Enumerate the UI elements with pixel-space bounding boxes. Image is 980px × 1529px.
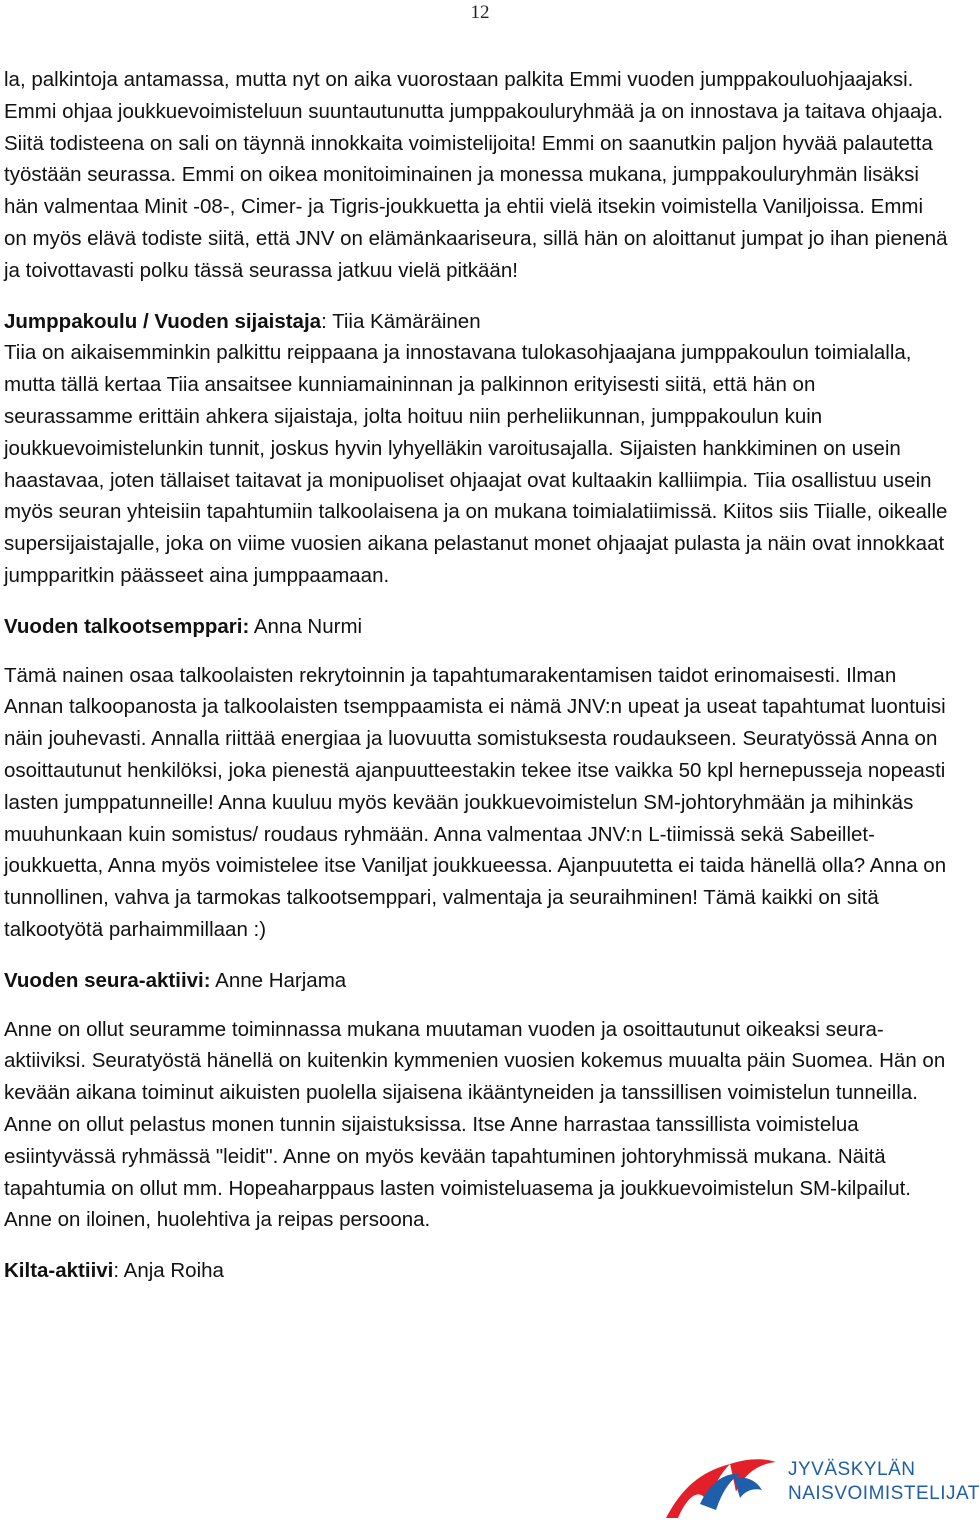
paragraph-emmi: la, palkintoja antamassa, mutta nyt on aika vuorostaan palkita Emmi vuoden jumppakouluohjaajaksi. Emmi ohjaa joukkuevoimisteluun suuntautunutta jumppakouluryhmää ja on innostava ja taitava ohjaaja. Siitä todisteena on sali on täynnä innokkaita voimistelijoita! Emmi on saanutkin paljon hyvää palautetta työstään seurassa. Emmi on oikea monitoiminainen ja monessa mukana, jumppakouluryhmän lisäksi hän valmentaa Minit -08-, Cimer- ja Tigris-joukkuetta ja ehtii vielä itsekin voimistella Vaniljoissa. Emmi on myös elävä todiste siitä, että JNV on elämänkaariseura, sillä hän on aloittanut jumpat jo ihan pienenä ja toivottavasti polku tässä seurassa jatkuu vielä pitkään!: [4, 68, 948, 282]
heading-separator: :: [321, 309, 333, 333]
paragraph-tiia: Tiia on aikaisemminkin palkittu reippaana ja innostavana tulokasohjaajana jumppakoulun toimialalla, mutta tällä kertaa Tiia ansaitsee kunniamaininnan ja palkinnon erityisesti siitä, että hän on seurassamme erittäin ahkera sijaistaja, jolta hoituu niin perheliikunnan, jumppakoulun kuin joukkuevoimistelunkin tunnit, joskus hyvin lyhyelläkin varoitusajalla. Sijaisten hankkiminen on usein haastavaa, joten tällaiset taitavat ja monipuoliset ohjaajat ovat kultaakin kalliimpia. Tiia osallistuu usein myös seuran yhteisiin tapahtumiin talkoolaisena ja on mukana toimialatiimissä. Kiitos siis Tiialle, oikealle supersijaistajalle, joka on viime vuosien aikana pelastanut monet ohjaajat pulasta ja näin ovat innokkaat jumpparitkin päässeet aina jumppaamaan.: [4, 341, 948, 587]
heading-vuoden-seura-aktiivi: [4, 965, 948, 997]
heading-person-name: Anne Harjama: [210, 968, 347, 992]
page-number: 12: [470, 2, 490, 23]
heading-vuoden-talkootsemppari: [4, 611, 948, 643]
jn-logo-mark-icon: [660, 1448, 780, 1524]
paragraph-anna: Tämä nainen osaa talkoolaisten rekrytoinnin ja tapahtumarakentamisen taidot erinomaisesti. Ilman Annan talkoopanosta ja talkoolaisten tsemppaamista ei nämä JNV:n upeat ja useat tapahtumat luontuisi näin jouhevasti. Annalla riittää energiaa ja luovuutta somistuksesta roudaukseen. Seuratyössä Anna on osoittautunut henkilöksi, joka pienestä ajanpuutteestakin tekee itse vaikka 50 kpl hernepusseja nopeasti lasten jumppatunneille! Anna kuuluu myös kevään joukkuevoimistelun SM-johtoryhmään ja mihinkäs muuhunkaan kuin somistus/ roudaus ryhmään. Anna valmentaa JNV:n L-tiimissä sekä Sabeillet-joukkuetta, Anna myös voimistelee itse Vaniljat joukkueessa. Ajanpuutetta ei taida hänellä olla? Anna on tunnollinen, vahva ja tarmokas talkootsemppari, valmentaja ja seuraihminen! Tämä kaikki on sitä talkootyötä parhaimmillaan :): [4, 663, 947, 941]
heading-label: Vuoden seura-aktiivi:: [4, 968, 211, 992]
logo-line-1: JYVÄSKYLÄN: [788, 1459, 916, 1480]
heading-label: Vuoden talkootsemppari:: [4, 614, 250, 638]
heading-label: Kilta-aktiivi: [4, 1259, 114, 1283]
heading-kilta-aktiivi: [4, 1255, 948, 1287]
heading-person-name: Anna Nurmi: [249, 614, 363, 638]
club-logo: [660, 1448, 980, 1524]
heading-person-name: Anja Roiha: [123, 1259, 224, 1283]
heading-label: Jumppakoulu / Vuoden sijaistaja: [4, 309, 322, 333]
paragraph-anne: Anne on ollut seuramme toiminnassa mukana muutaman vuoden ja osoittautunut oikeaksi seura-aktiiviksi. Seuratyöstä hänellä on kuitenkin kymmenien vuosien kokemus muualta päin Suomea. Hän on kevään aikana toiminut aikuisten puolella sijaisena ikääntyneiden ja tanssillisen voimistelun tunneilla. Anne on ollut pelastus monen tunnin sijaistuksissa. Itse Anne harrastaa tanssillista voimistelua esiintyvässä ryhmässä "leidit". Anne on myös kevään tapahtuminen johtoryhmissä mukana. Näitä tapahtumia on ollut mm. Hopeaharppaus lasten voimisteluasema ja joukkuevoimistelun SM-kilpailut. Anne on iloinen, huolehtiva ja reipas persoona.: [4, 1017, 946, 1232]
logo-wordmark: [788, 1458, 980, 1506]
document-body: [4, 64, 948, 1287]
logo-line-2: NAISVOIMISTELIJAT: [788, 1483, 980, 1504]
heading-separator: :: [113, 1259, 124, 1283]
heading-vuoden-sijaistaja: [4, 306, 948, 338]
heading-person-name: Tiia Kämäräinen: [332, 309, 481, 333]
